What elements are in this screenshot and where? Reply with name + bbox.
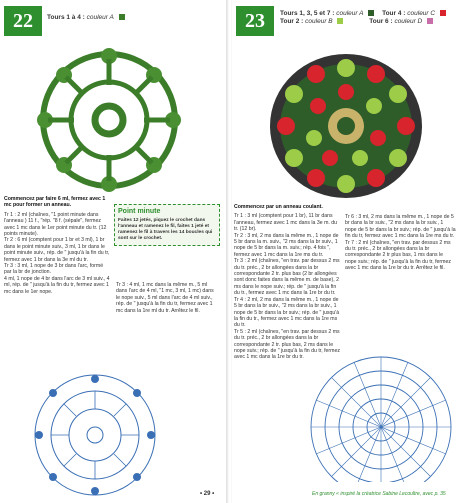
left-step-mid: Tr 3 : 4 ml, 1 mc dans la même m., 5 ml dans l'arc de 4 ml, "1 mc, 3 ml, 1 mc) dans le nope suiv., 5 ml dans l'arc de 4 ml suiv., rép. de " jusqu'à la fin du tr, fermez avec 1 mc dans la 1re ml du tr. Arrêtez le fil.	[116, 282, 214, 314]
right-header-l2b-color: couleur D	[394, 18, 423, 25]
doily-23-photo	[266, 50, 426, 200]
left-step-3: Tr 3 : 3 ml, 1 nope de 3 br dans l'arc, formé par la br de jonction.	[4, 263, 104, 276]
right-header-l1b: Tour 4 :	[382, 10, 406, 17]
right-step-3: Tr 3 : 2 ml (chaînes, "en trav. par dessus 2 ms du tr. préc., 2 br allongées dans la br correspondante 2 tr. plus bas (2 br allongées sont donc faites dans la même m. de base), 2 ms dans le nope suiv.; rép. de " jusqu'à la fin du tr., fermez avec 1 mc dans la 1re br du tr.	[234, 258, 340, 297]
doily-22-photo	[34, 45, 184, 195]
right-header-l2: Tour 2 :	[280, 18, 304, 25]
right-step-6: Tr 6 : 3 ml, 2 ms dans la même m., 1 nope de 5 br dans la br suiv., "2 ms dans la br suiv., 1 nope de 5 br dans la br suiv.; rép. de " jusqu'à la fin du tr, fermez avec 1 mc dans la 1re ms du tr.	[345, 214, 456, 240]
right-step-7: Tr 7 : 2 ml (chaînes, "en trav. par dessus 2 ms du tr. préc., 2 br allongées dans la br correspondante 2 tr plus bas, 1 ms dans le nope suiv.; rép. de " jusqu'à la fin du tr, fermez avec 1 mc dans la 1re br du tr. Arrêtez le fil.	[345, 239, 451, 272]
tip-box-point-minute	[114, 204, 220, 246]
color-c-swatch	[440, 10, 446, 16]
right-step-2: Tr 2 : 3 ml, 2 ms dans la même m., 1 nope de 5 br dans la m. suiv., "2 ms dans la br suiv., 1 nope de 5 br dans la m. suiv.; rép. 4 fois ", fermez avec 1 mc dans la 1re ms du tr.	[234, 232, 339, 258]
color-a-swatch-right	[368, 10, 374, 16]
left-header	[47, 14, 125, 22]
right-intro: Commencez par un anneau coulant.	[234, 204, 323, 210]
right-header-l1b-color: couleur C	[407, 10, 436, 17]
right-footer: En granny « inspiré la créatrice Sabine Lecoultre, avec p. 35	[312, 491, 446, 497]
page-number: • 29 •	[200, 491, 215, 497]
right-step-5: Tr 5 : 2 ml (chaînes, "en trav. par dessus 2 ms du tr. préc., 2 br allongées dans la br correspondante 2 tr. plus bas, 2 ms dans le nope suiv.; rép. de " jusqu'à la fin du tr, fermez avec 1 mc dans la 1re br du tr.	[234, 328, 340, 361]
left-header-color: couleur A	[86, 14, 114, 21]
left-step-1: Tr 1 : 2 ml (chaînes, "1 point minute dans l'anneau ) 11 f., "rép. "8 f. (sépale", fermez avec 1 mc dans le 1er point minute du tr. (12 points minute).	[4, 211, 107, 238]
left-instructions-mid	[116, 282, 218, 314]
chart-diagram-23	[306, 352, 456, 482]
right-page	[232, 0, 460, 503]
left-header-rounds: Tours 1 à 4 :	[47, 14, 85, 21]
pattern-number-23: 23	[236, 6, 274, 36]
right-instructions-col1	[234, 204, 342, 361]
color-d-swatch	[427, 18, 433, 24]
right-header-l2b: Tour 6 :	[369, 18, 393, 25]
left-step-2: Tr 2 : 6 ml (comptent pour 1 br et 3 ml), 1 br dans le point minute suiv., 3 ml, 1 br dans le point minute suiv., rép. de " jusqu'à la fin du tr, fermez avec 1 br dans la 3e ml du tr.	[4, 237, 110, 263]
right-step-1: Tr 1 : 3 ml (comptent pour 1 br), 11 br dans l'anneau, fermez avec 1 mc dans la 3e m. du tr. (12 br).	[234, 213, 338, 233]
tip-title: Point minute	[118, 208, 161, 215]
right-header-l2-color: couleur B	[305, 18, 333, 25]
left-page	[0, 0, 228, 503]
right-header-l1-color: couleur A	[336, 10, 364, 17]
chart-diagram-22	[30, 370, 160, 500]
right-instructions-col2	[345, 214, 456, 272]
pattern-number-22: 22	[4, 6, 42, 36]
right-header-l1: Tours 1, 3, 5 et 7 :	[280, 10, 335, 17]
tip-body: Faites 12 jetés, piquez le crochet dans l'anneau et ramenez le fil, faites 1 jeté et ramenez le fil à travers les 14 boucles qui sont sur le crochet.	[118, 218, 213, 241]
left-instructions	[4, 196, 110, 295]
color-a-swatch	[119, 14, 125, 20]
right-header	[280, 10, 458, 26]
left-intro: Commencez par faire 6 ml, fermez avec 1 mc pour former un anneau.	[4, 196, 106, 209]
right-step-4: Tr 4 : 2 ml, 2 ms dans la même m., 1 nope de 5 br dans la br suiv., "2 ms dans la br suiv., 1 nope de 5 br dans la br suiv.; rép. de " jusqu'à la fin du tr., fermez avec 1 mc dans la 1re ms du tr.	[234, 296, 340, 329]
color-b-swatch	[337, 18, 343, 24]
left-step-4: 4 ml, 1 nope de 4 br dans l'arc de 3 ml suiv., 4 ml, rép. de " jusqu'à la fin du tr, fermez avec 1 mc dans le 1er nope.	[4, 275, 110, 295]
